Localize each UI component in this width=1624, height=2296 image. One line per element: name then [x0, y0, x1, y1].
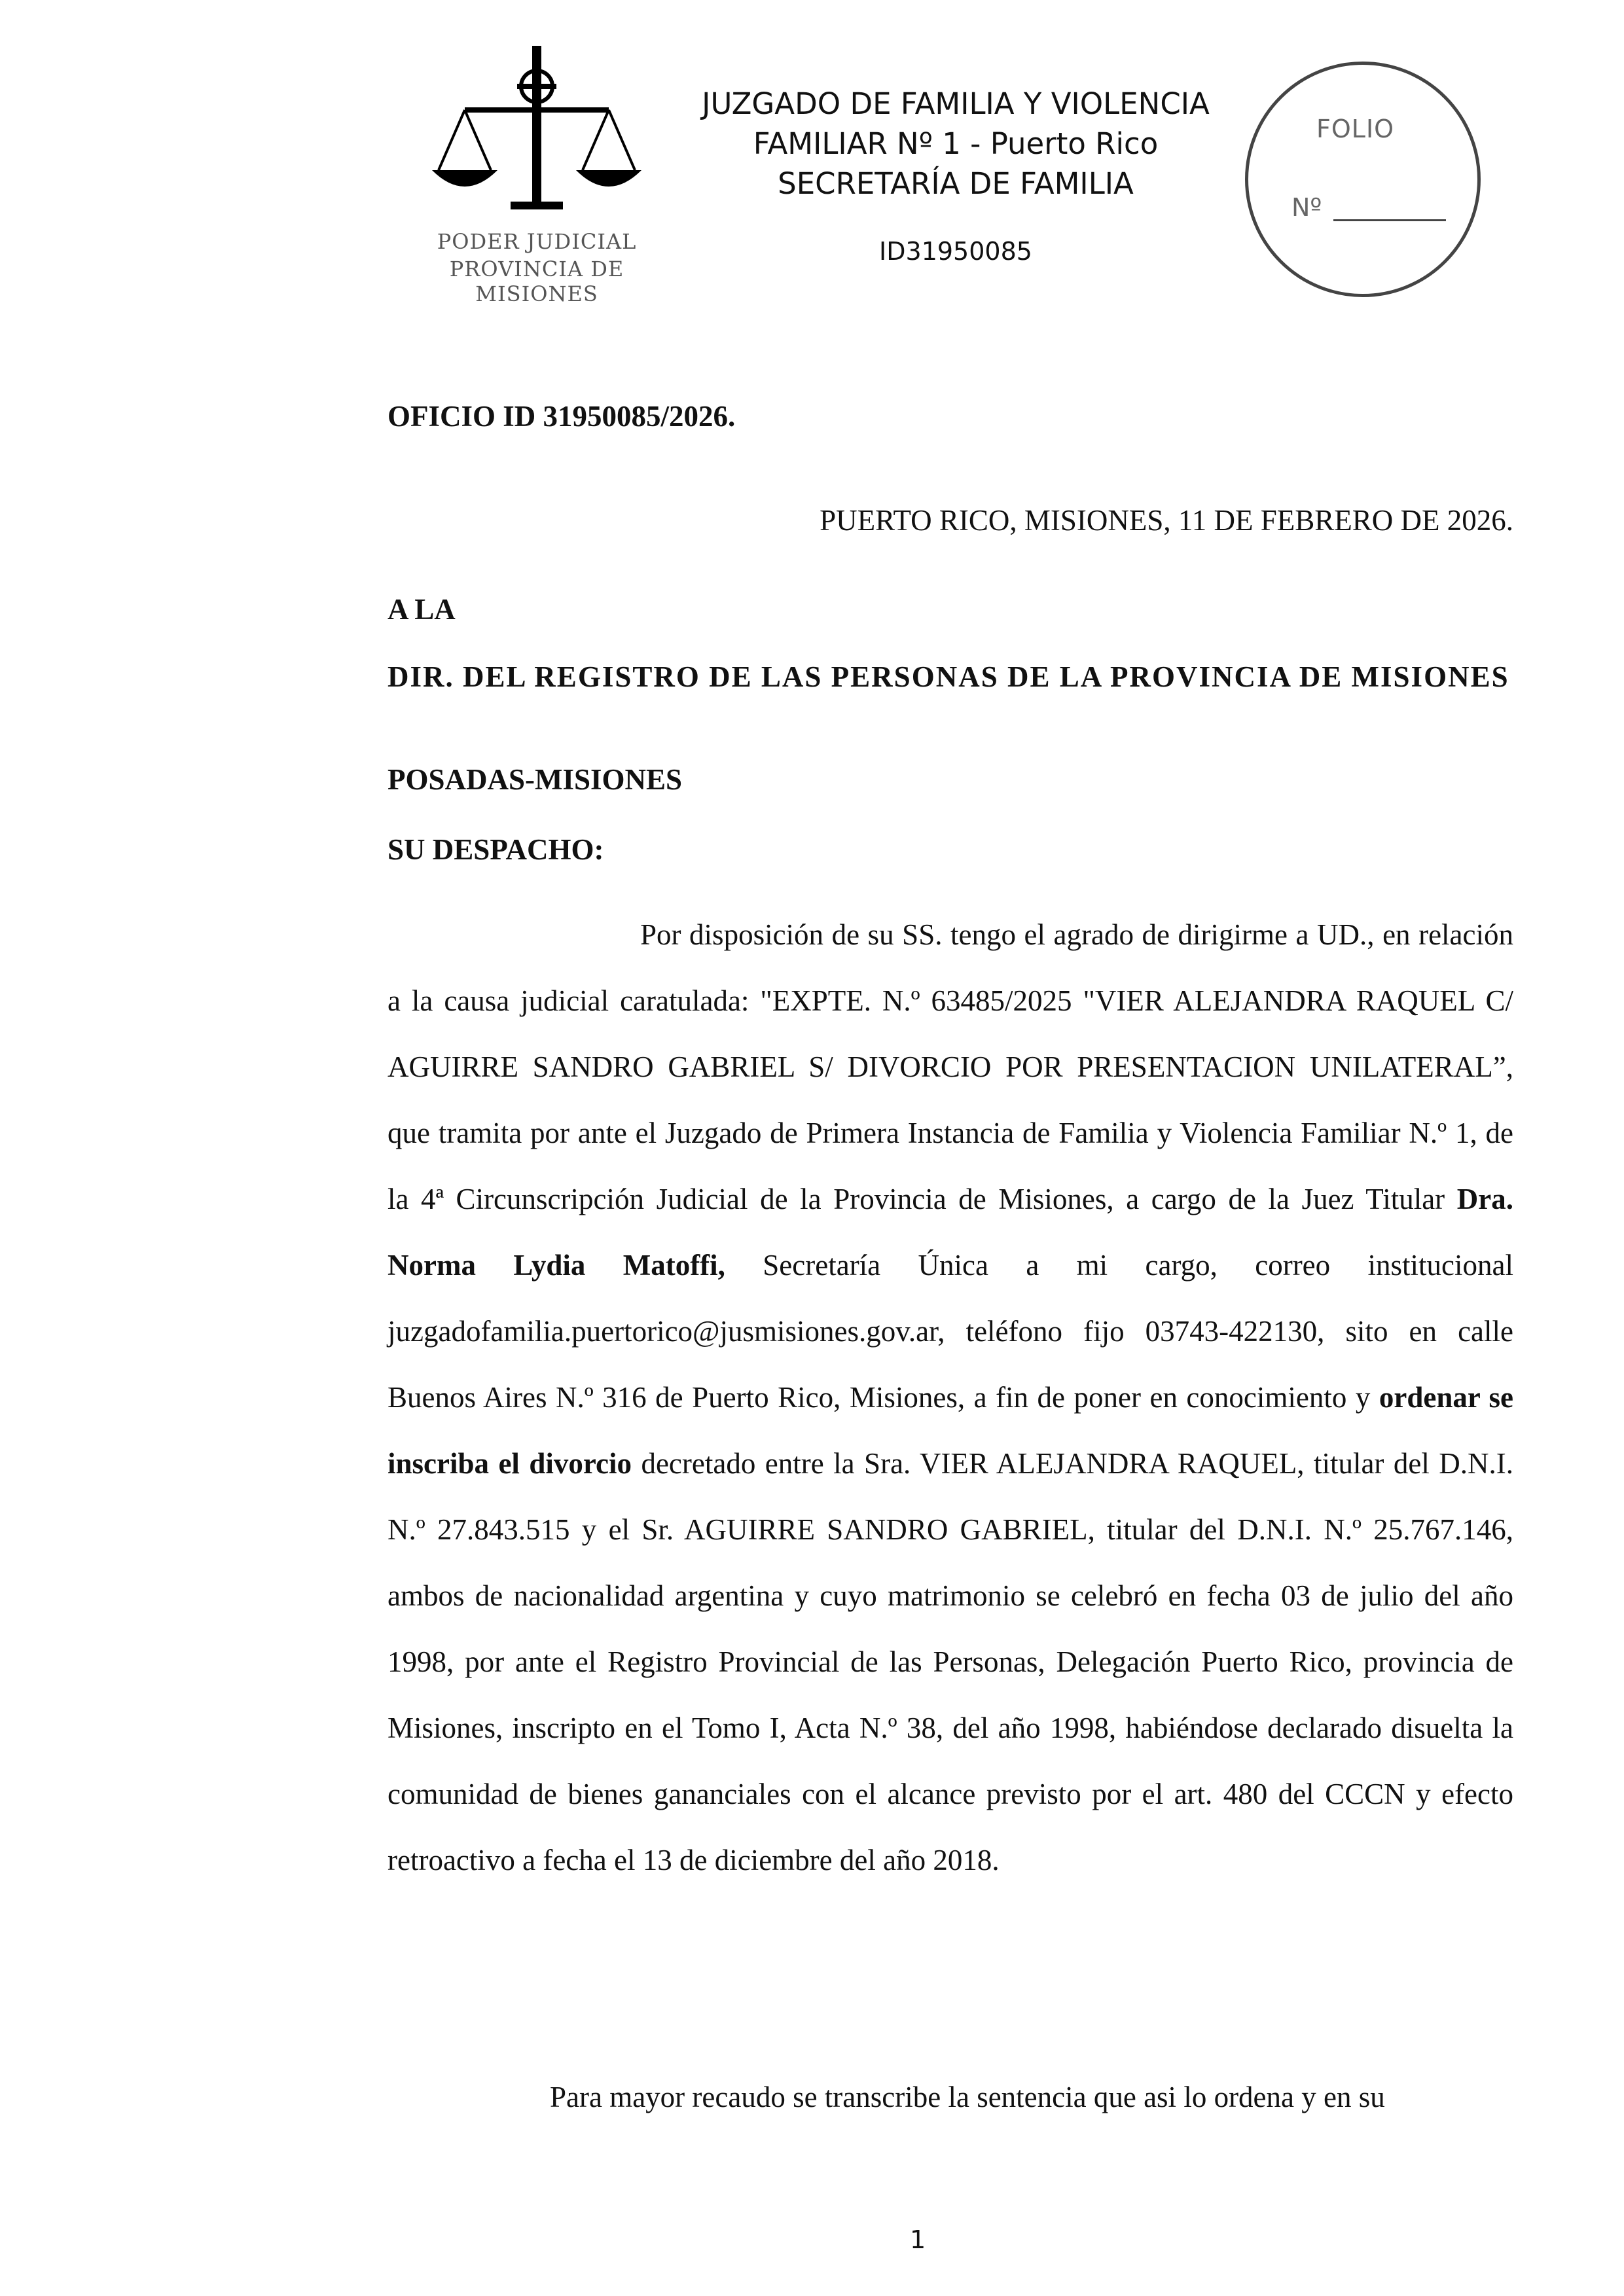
- folio-stamp: [1245, 62, 1481, 297]
- document-date: PUERTO RICO, MISIONES, 11 DE FEBRERO DE 2026.: [820, 504, 1513, 537]
- folio-number-label: Nº: [1291, 193, 1322, 222]
- recipient-line-1: A LA: [388, 593, 456, 626]
- court-line-2: FAMILIAR Nº 1 - Puerto Rico: [753, 126, 1159, 161]
- recipient-line-2: DIR. DEL REGISTRO DE LAS PERSONAS DE LA PROVINCIA DE MISIONES: [388, 660, 1509, 693]
- paragraph-1-text-a: Por disposición de su SS. tengo el agrado de dirigirme a UD., en relación a la causa judicial caratulada: "EXPTE. N.º 63485/2025 "VIER ALEJANDRA RAQUEL C/ AGUIRRE SANDRO GABRIEL S/ DIVORCIO POR PRESENTACION UNILATERAL”, que tramita por ante el Juzgado de Primera Instancia de Familia y Violencia Familiar N.º 1, de la 4ª Circunscripción Judicial de la Provincia de Misiones, a cargo de la Juez Titular: [388, 918, 1513, 1215]
- oficio-title: OFICIO ID 31950085/2026.: [388, 400, 736, 433]
- paragraph-1-text-c: decretado entre la Sra. VIER ALEJANDRA RAQUEL, titular del D.N.I. N.º 27.843.515 y el Sr. AGUIRRE SANDRO GABRIEL, titular del D.N.I. N.º 25.767.146, ambos de nacionalidad argentina y cuyo matrimonio se celebró en fecha 03 de julio del año 1998, por ante el Registro Provincial de las Personas, Delegación Puerto Rico, provincia de Misiones, inscripto en el Tomo I, Acta N.º 38, del año 1998, habiéndose declarado disuelta la comunidad de bienes gananciales con el alcance previsto por el art. 480 del CCCN y efecto retroactivo a fecha el 13 de diciembre del año 2018.: [388, 1447, 1513, 1876]
- judge-name: Dra. Norma Lydia Matoffi,: [388, 1183, 1513, 1282]
- body-paragraph-1: [388, 902, 1513, 1893]
- body-paragraph-2: Para mayor recaudo se transcribe la sentencia que asi lo ordena y en su: [550, 2081, 1385, 2113]
- paragraph-1-text-b: Secretaría Única a mi cargo, correo institucional juzgadofamilia.puertorico@jusmisiones.gov.ar, teléfono fijo 03743-422130, sito en calle Buenos Aires N.º 316 de Puerto Rico, Misiones, a fin de poner en conocimiento y: [388, 1249, 1513, 1414]
- document-id: ID31950085: [879, 237, 1032, 266]
- logo-caption-2: PROVINCIA DE MISIONES: [449, 257, 624, 306]
- poder-judicial-logo: [399, 39, 674, 306]
- order-phrase: ordenar se inscriba el divorcio: [388, 1381, 1513, 1480]
- folio-label: FOLIO: [1316, 115, 1395, 143]
- page-number: 1: [910, 2225, 926, 2254]
- court-header: [668, 84, 1244, 204]
- court-line-3: SECRETARÍA DE FAMILIA: [778, 166, 1134, 201]
- scales-of-justice-icon: [425, 39, 648, 229]
- logo-caption-1: PODER JUDICIAL: [437, 229, 637, 254]
- folio-number-line: [1333, 219, 1446, 221]
- court-line-1: JUZGADO DE FAMILIA Y VIOLENCIA: [702, 86, 1210, 121]
- recipient-line-3: POSADAS-MISIONES: [388, 763, 683, 796]
- recipient-line-4: SU DESPACHO:: [388, 833, 604, 866]
